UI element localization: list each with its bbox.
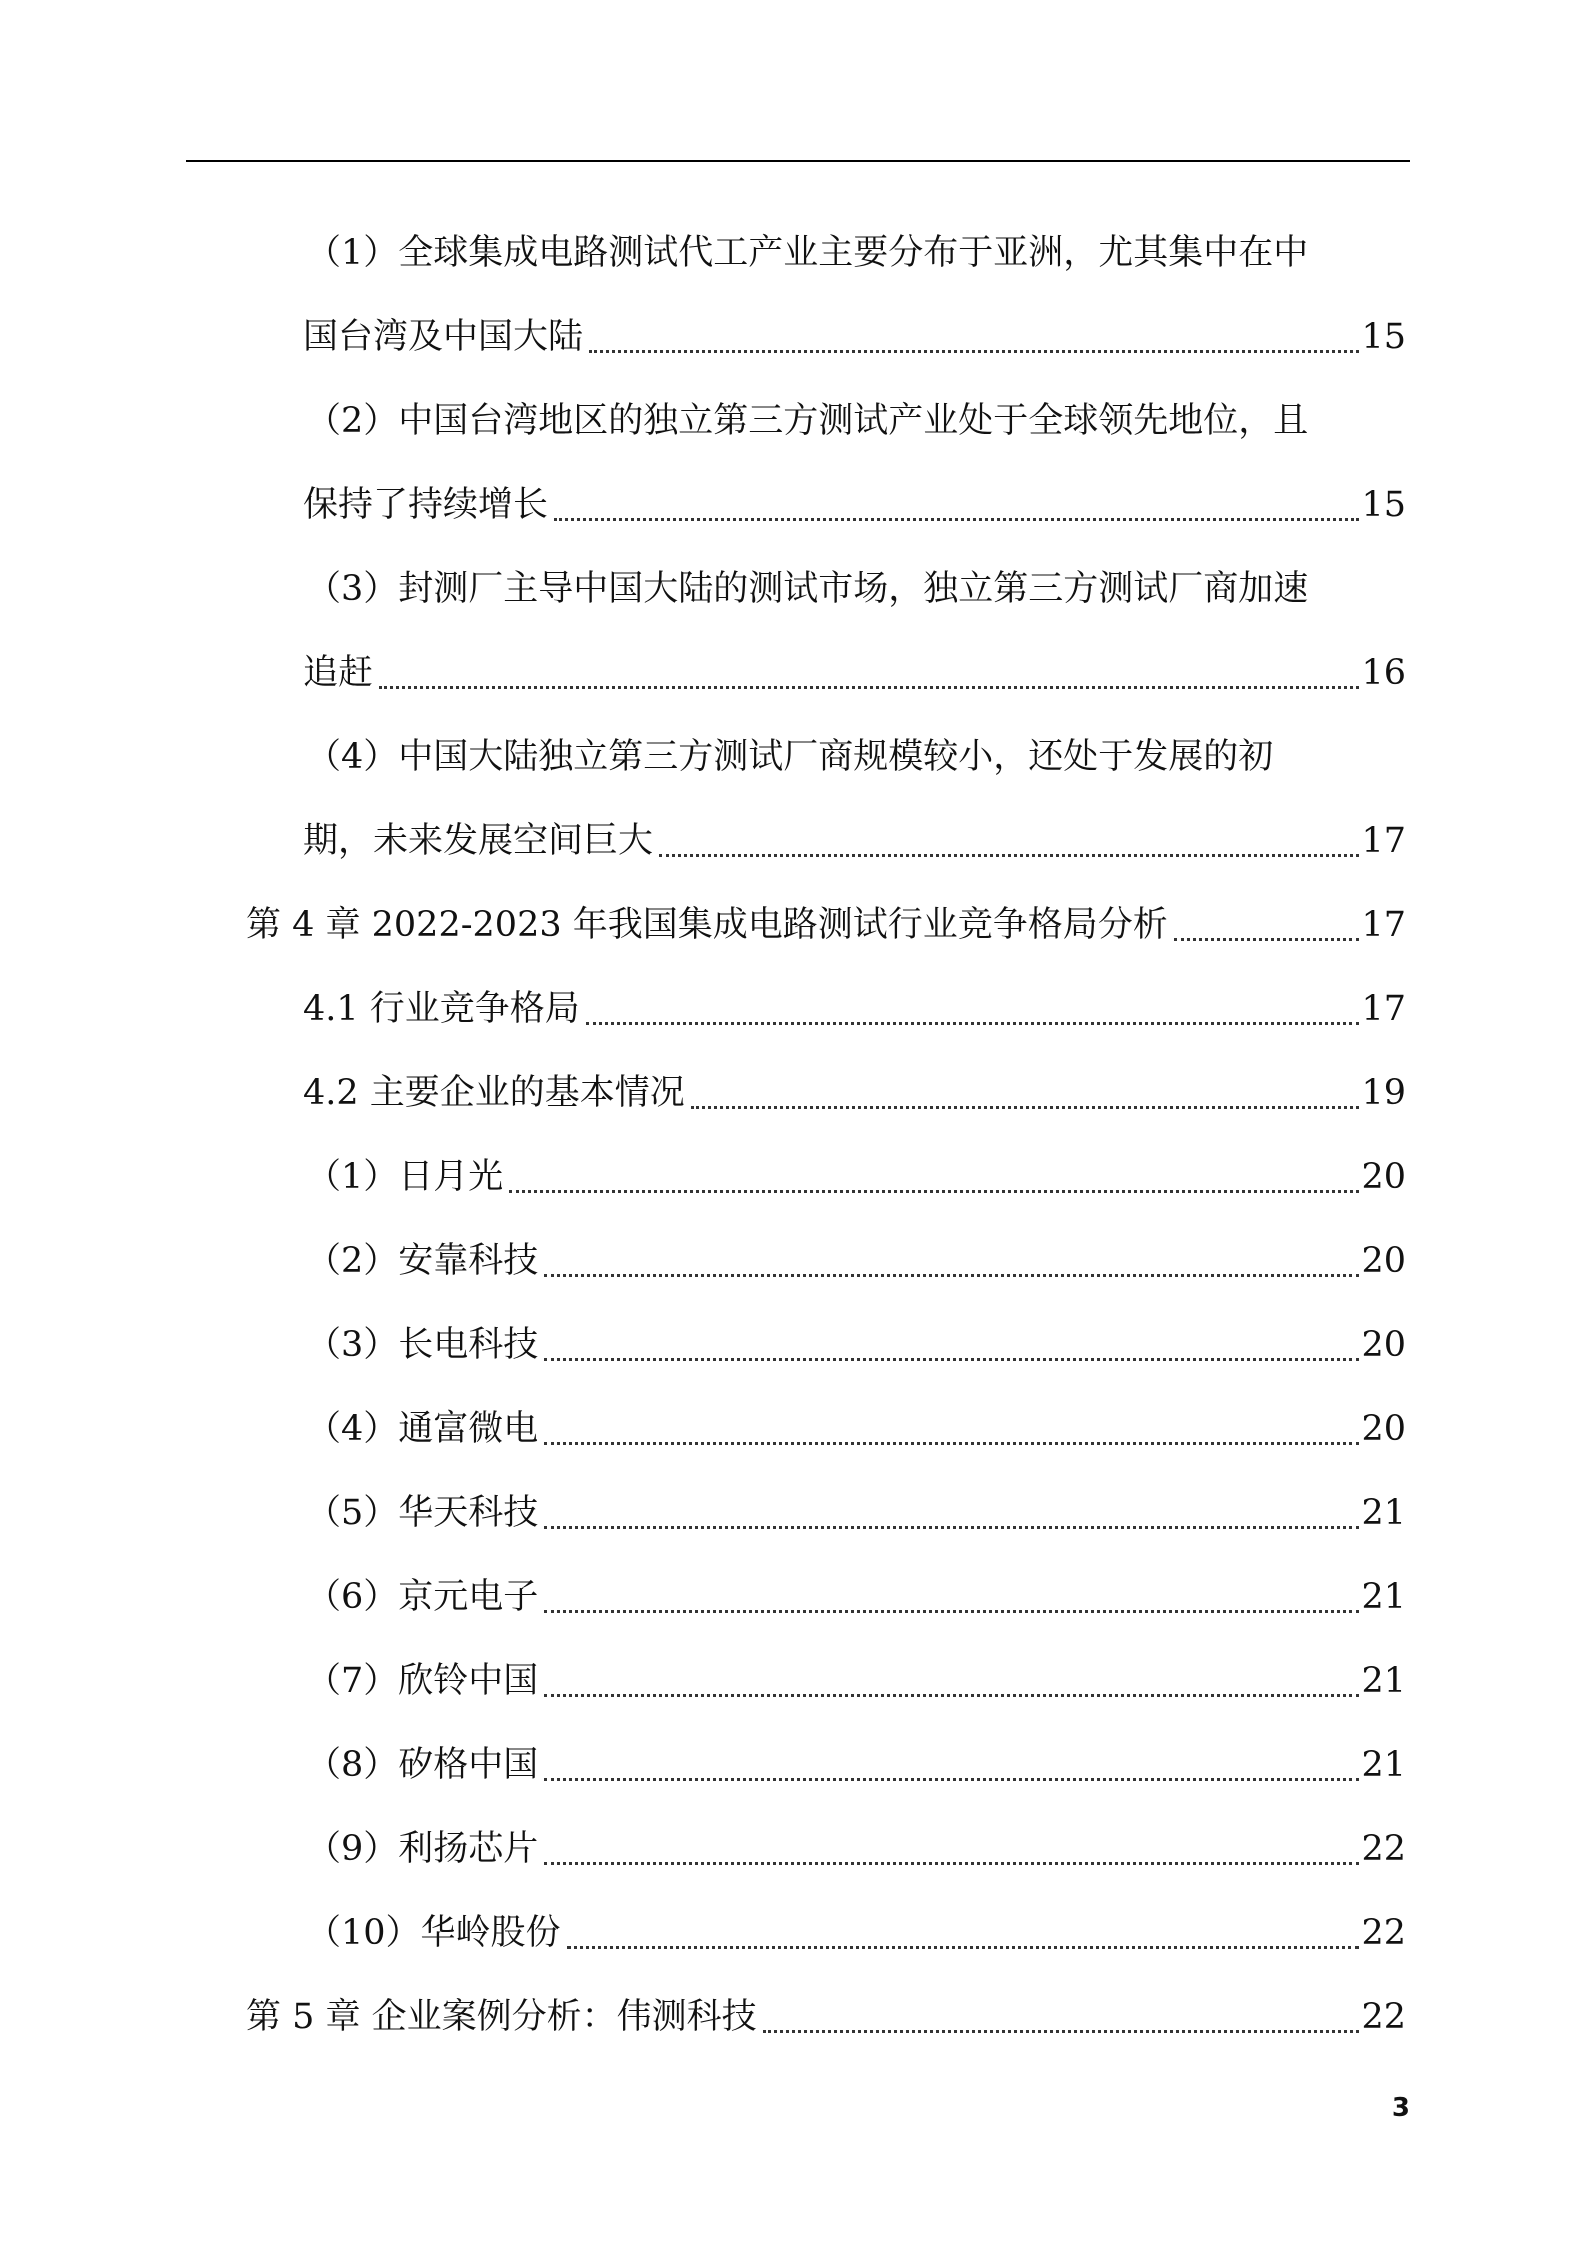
toc-entry-text: （9）利扬芯片 <box>306 1829 539 1869</box>
toc-entry-text: （3）长电科技 <box>306 1325 539 1365</box>
toc-page-number: 17 <box>1361 821 1406 861</box>
dot-leader <box>379 686 1359 689</box>
toc-entry-text: 保持了持续增长 <box>303 485 549 525</box>
dot-leader <box>544 1610 1359 1613</box>
toc-entry-4-line-1 <box>306 729 1406 785</box>
toc-page-number: 15 <box>1361 485 1406 525</box>
toc-entry-text: （8）矽格中国 <box>306 1745 539 1785</box>
toc-entry-text: （5）华天科技 <box>306 1493 539 1533</box>
toc-entry-1[interactable] <box>303 309 1406 365</box>
toc-entry-text: 国台湾及中国大陆 <box>303 317 584 357</box>
toc-company-9[interactable] <box>306 1821 1406 1877</box>
toc-entry-1-line-1 <box>306 225 1406 281</box>
toc-entry-4[interactable] <box>303 813 1406 869</box>
toc-entry-text: （6）京元电子 <box>306 1577 539 1617</box>
dot-leader <box>544 1274 1359 1277</box>
toc-entry-2[interactable] <box>303 477 1406 533</box>
toc-page-number: 21 <box>1361 1661 1406 1701</box>
toc-entry-text: （3）封测厂主导中国大陆的测试市场，独立第三方测试厂商加速 <box>306 569 1309 609</box>
toc-page-number: 20 <box>1361 1157 1406 1197</box>
toc-entry-text: （2）安靠科技 <box>306 1241 539 1281</box>
toc-entry-text: （7）欣铃中国 <box>306 1661 539 1701</box>
toc-company-5[interactable] <box>306 1485 1406 1541</box>
toc-page-number: 16 <box>1361 653 1406 693</box>
toc-chapter-4[interactable] <box>246 897 1406 953</box>
toc-entry-text: 追赶 <box>303 653 374 693</box>
toc-page-number: 15 <box>1361 317 1406 357</box>
toc-page-number: 22 <box>1361 1997 1406 2037</box>
dot-leader <box>567 1946 1360 1949</box>
dot-leader <box>691 1106 1360 1109</box>
dot-leader <box>544 1442 1359 1445</box>
toc-chapter-5[interactable] <box>246 1989 1406 2045</box>
toc-entry-text: 期，未来发展空间巨大 <box>303 821 654 861</box>
toc-entry-2-line-1 <box>306 393 1406 449</box>
dot-leader <box>1174 938 1360 941</box>
toc-company-4[interactable] <box>306 1401 1406 1457</box>
toc-section-4-1[interactable] <box>303 981 1406 1037</box>
toc-entry-3-line-1 <box>306 561 1406 617</box>
toc-page-number: 17 <box>1361 989 1406 1029</box>
toc-page-number: 22 <box>1361 1913 1406 1953</box>
toc-entry-text: （4）中国大陆独立第三方测试厂商规模较小，还处于发展的初 <box>306 737 1274 777</box>
toc-entry-text: （1）全球集成电路测试代工产业主要分布于亚洲，尤其集中在中 <box>306 233 1309 273</box>
toc-page-number: 20 <box>1361 1241 1406 1281</box>
dot-leader <box>509 1190 1359 1193</box>
page-number: 3 <box>1391 2093 1410 2123</box>
toc-page-number: 20 <box>1361 1409 1406 1449</box>
dot-leader <box>544 1778 1359 1781</box>
toc-entry-text: （10）华岭股份 <box>306 1913 561 1953</box>
dot-leader <box>586 1022 1360 1025</box>
toc-company-3[interactable] <box>306 1317 1406 1373</box>
dot-leader <box>554 518 1359 521</box>
toc-page-number: 19 <box>1361 1073 1406 1113</box>
header-rule <box>186 160 1410 162</box>
toc-page-number: 17 <box>1361 905 1406 945</box>
toc-page-number: 21 <box>1361 1577 1406 1617</box>
toc-company-7[interactable] <box>306 1653 1406 1709</box>
toc-company-8[interactable] <box>306 1737 1406 1793</box>
dot-leader <box>544 1862 1359 1865</box>
toc-entry-text: （4）通富微电 <box>306 1409 539 1449</box>
dot-leader <box>659 854 1359 857</box>
toc-entry-text: （2）中国台湾地区的独立第三方测试产业处于全球领先地位，且 <box>306 401 1309 441</box>
toc-entry-text: （1）日月光 <box>306 1157 504 1197</box>
toc-entry-text: 4.2 主要企业的基本情况 <box>303 1073 685 1113</box>
toc-company-6[interactable] <box>306 1569 1406 1625</box>
toc-entry-text: 第 4 章 2022-2023 年我国集成电路测试行业竞争格局分析 <box>246 905 1168 945</box>
dot-leader <box>544 1358 1359 1361</box>
dot-leader <box>544 1526 1359 1529</box>
dot-leader <box>763 2030 1360 2033</box>
dot-leader <box>589 350 1359 353</box>
toc-page-number: 22 <box>1361 1829 1406 1869</box>
toc-entry-text: 第 5 章 企业案例分析：伟测科技 <box>246 1997 757 2037</box>
toc-section-4-2[interactable] <box>303 1065 1406 1121</box>
toc-page-number: 21 <box>1361 1745 1406 1785</box>
toc-company-2[interactable] <box>306 1233 1406 1289</box>
dot-leader <box>544 1694 1359 1697</box>
toc-company-1[interactable] <box>306 1149 1406 1205</box>
toc-page-number: 21 <box>1361 1493 1406 1533</box>
toc-page-number: 20 <box>1361 1325 1406 1365</box>
toc-entry-3[interactable] <box>303 645 1406 701</box>
toc-entry-text: 4.1 行业竞争格局 <box>303 989 580 1029</box>
toc-company-10[interactable] <box>306 1905 1406 1961</box>
